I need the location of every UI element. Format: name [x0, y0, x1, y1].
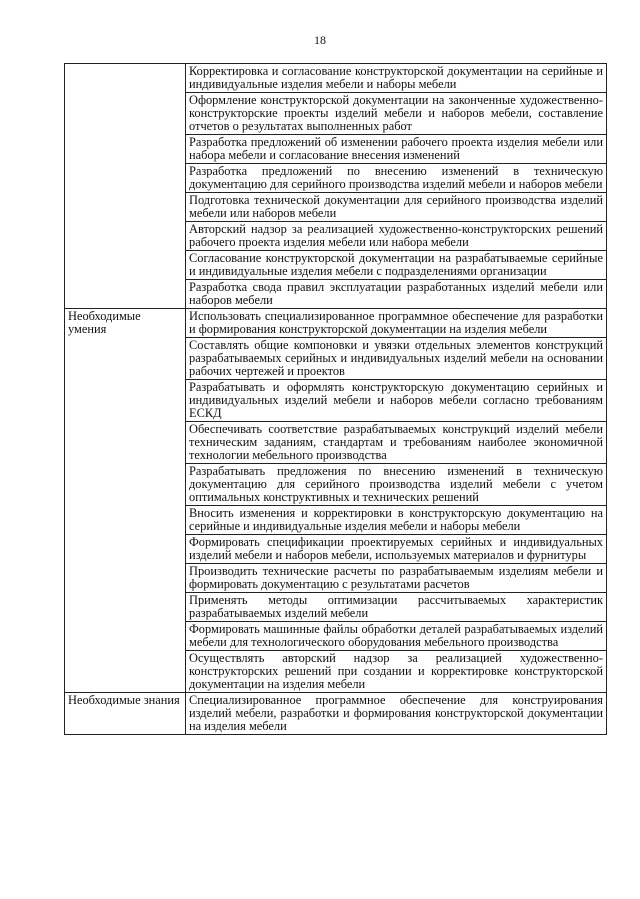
- labor-action-item: Корректировка и согласование конструкторской документации на серийные и индивидуальные изделия мебели и наборы мебели: [186, 64, 607, 93]
- labor-action-item: Разработка свода правил эксплуатации разработанных изделий мебели или наборов мебели: [186, 280, 607, 309]
- labor-action-item: Авторский надзор за реализацией художественно-конструкторских решений рабочего проекта изделия мебели или набора мебели: [186, 222, 607, 251]
- skill-item: Составлять общие компоновки и увязки отдельных элементов конструкций разрабатываемых серийных и индивидуальных изделий мебели на основании рабочих чертежей и проектов: [186, 338, 607, 380]
- table-row: [65, 693, 607, 735]
- labor-action-item: Разработка предложений по внесению изменений в техническую документацию для серийного производства изделий мебели и наборов мебели: [186, 164, 607, 193]
- skill-item: Разрабатывать и оформлять конструкторскую документацию серийных и индивидуальных изделий мебели и наборов мебели согласно требованиям ЕСКД: [186, 380, 607, 422]
- labor-action-item: Согласование конструкторской документации на разрабатываемые серийные и индивидуальные изделия мебели с подразделениями организации: [186, 251, 607, 280]
- labor-action-item: Разработка предложений об изменении рабочего проекта изделия мебели или набора мебели и согласование внесения изменений: [186, 135, 607, 164]
- table-row: [65, 309, 607, 338]
- skill-item: Применять методы оптимизации рассчитываемых характеристик разрабатываемых изделий мебели: [186, 593, 607, 622]
- knowledge-item: Специализированное программное обеспечение для конструирования изделий мебели, разработки и формирования конструкторской документации на изделия мебели: [186, 693, 607, 735]
- skill-item: Осуществлять авторский надзор за реализацией художественно-конструкторских решений при создании и корректировке конструкторской документации на изделия мебели: [186, 651, 607, 693]
- labor-action-item: Подготовка технической документации для серийного производства изделий мебели или наборов мебели: [186, 193, 607, 222]
- knowledge-label: Необходимые знания: [65, 693, 186, 735]
- skill-item: Формировать машинные файлы обработки деталей разрабатываемых изделий мебели для технологического оборудования мебельного производства: [186, 622, 607, 651]
- page-number: 18: [314, 33, 326, 47]
- skill-item: Обеспечивать соответствие разрабатываемых конструкций изделий мебели техническим заданиям, стандартам и требованиям наиболее экономичной технологии мебельного производства: [186, 422, 607, 464]
- labor-actions-label-cell: [65, 64, 186, 309]
- table-row: [65, 64, 607, 93]
- skill-item: Использовать специализированное программное обеспечение для разработки и формирования конструкторской документации на изделия мебели: [186, 309, 607, 338]
- skill-item: Производить технические расчеты по разрабатываемым изделиям мебели и формировать документацию с результатами расчетов: [186, 564, 607, 593]
- skill-item: Вносить изменения и корректировки в конструкторскую документацию на серийные и индивидуальные изделия мебели и наборы мебели: [186, 506, 607, 535]
- competency-table: [64, 63, 607, 735]
- skill-item: Разрабатывать предложения по внесению изменений в техническую документацию для серийного производства изделий мебели с учетом оптимальных конструктивных и технических решений: [186, 464, 607, 506]
- skills-label: Необходимые умения: [65, 309, 186, 693]
- labor-action-item: Оформление конструкторской документации на законченные художественно-конструкторские проекты изделий мебели и наборов мебели, составление отчетов о результатах выполненных работ: [186, 93, 607, 135]
- skill-item: Формировать спецификации проектируемых серийных и индивидуальных изделий мебели и наборов мебели, используемых материалов и фурнитуры: [186, 535, 607, 564]
